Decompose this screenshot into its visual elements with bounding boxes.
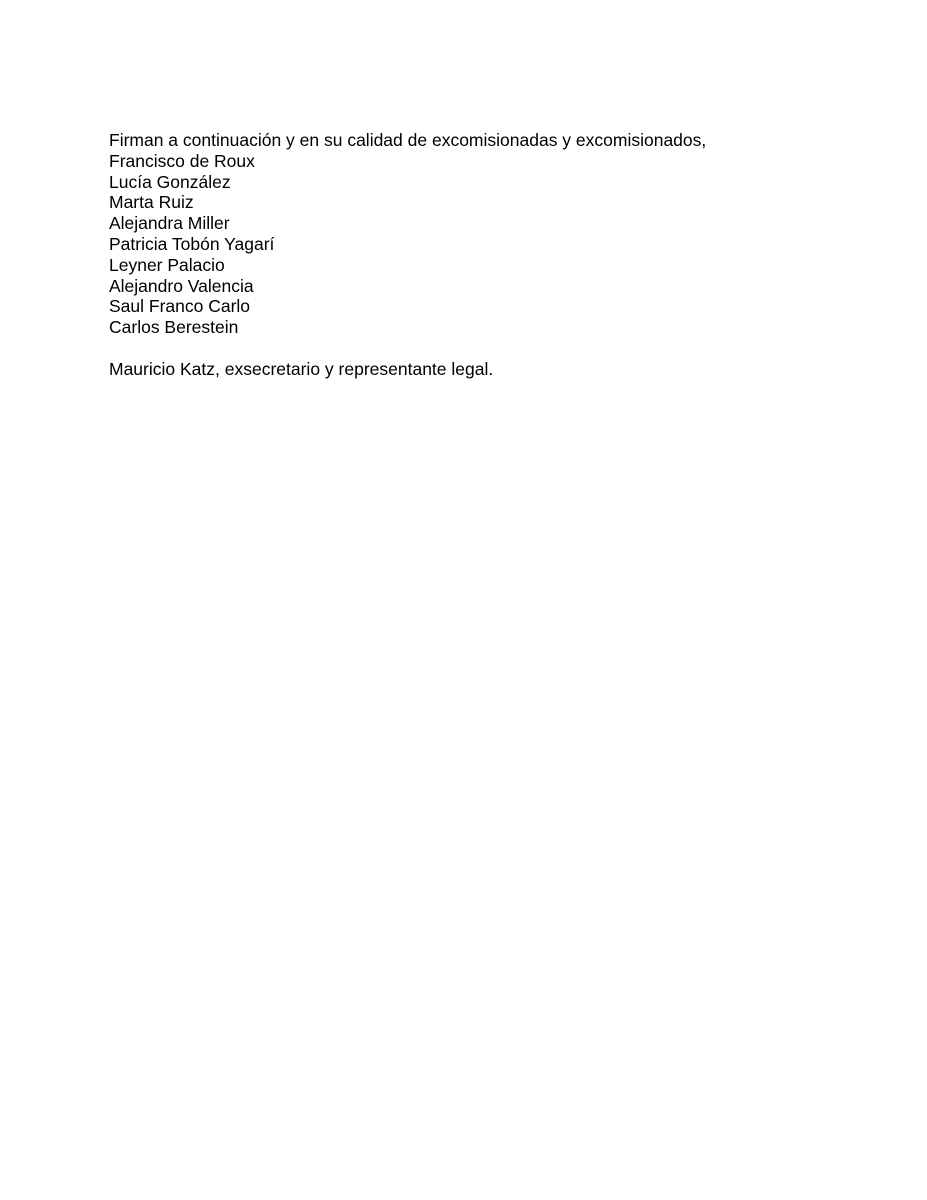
signatory-name: Saul Franco Carlo xyxy=(109,296,251,317)
signatory-name: Alejandro Valencia xyxy=(109,275,254,296)
signatory-name: Carlos Berestein xyxy=(109,317,239,338)
signatory-name: Leyner Palacio xyxy=(109,254,225,275)
signatory-name: Francisco de Roux xyxy=(109,150,255,171)
signatory-list xyxy=(109,151,869,338)
signatory-name: Marta Ruiz xyxy=(109,192,194,213)
signatory-name: Patricia Tobón Yagarí xyxy=(109,233,275,254)
signatory-name: Lucía González xyxy=(109,171,231,192)
intro-line: Firman a continuación y en su calidad de excomisionadas y excomisionados, xyxy=(109,130,707,150)
signatory-name: Alejandra Miller xyxy=(109,213,230,234)
document-body xyxy=(109,130,869,380)
closing-line: Mauricio Katz, exsecretario y representante legal. xyxy=(109,358,494,379)
